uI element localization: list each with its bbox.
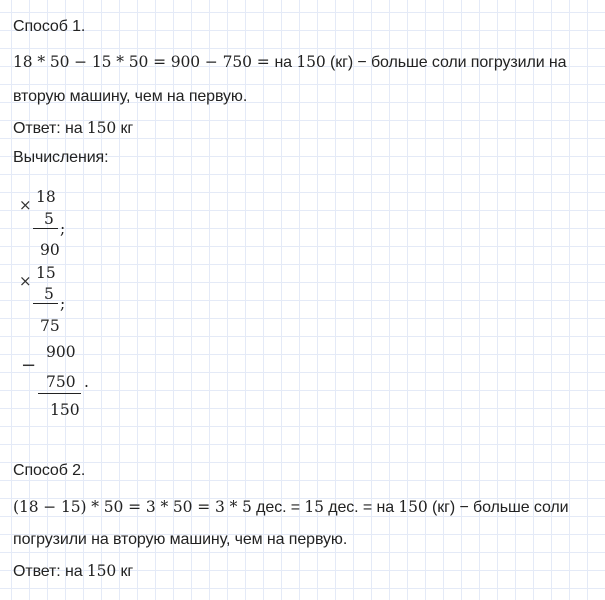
method2-line2-text: погрузили на вторую машину, чем на первую.	[13, 531, 348, 548]
method1-pre: на	[274, 54, 297, 71]
mult1-bottom: 5	[44, 210, 54, 228]
sub-divider	[38, 393, 81, 394]
sub-bottom: 750	[46, 373, 76, 391]
method2-solution-line1	[13, 497, 569, 518]
calculations-title	[13, 148, 108, 168]
method2-title	[13, 461, 85, 481]
multiply-icon: ×	[19, 196, 32, 214]
sub-result: 150	[50, 401, 80, 419]
sub-punct: .	[84, 373, 89, 391]
method1-answer	[13, 118, 133, 139]
answer-label: Ответ: на	[13, 563, 87, 580]
multiply-icon: ×	[19, 272, 32, 290]
method2-solution-line2	[13, 530, 347, 550]
mult2-bottom: 5	[44, 285, 54, 303]
method1-solution-line1	[13, 52, 566, 73]
method2-tens: 15	[304, 498, 324, 516]
answer-label: Ответ: на	[13, 120, 87, 137]
method2-answer	[13, 561, 133, 582]
mult2-top: 15	[36, 264, 56, 282]
sub-top: 900	[46, 343, 76, 361]
answer-unit: кг	[116, 563, 134, 580]
minus-icon: −	[21, 355, 37, 376]
method2-dec-1: дес. =	[251, 499, 305, 516]
mult1-top: 18	[36, 188, 56, 206]
method1-title	[13, 17, 85, 37]
answer-value: 150	[86, 562, 117, 580]
answer-unit: кг	[116, 120, 134, 137]
mult1-divider	[33, 228, 58, 229]
method2-result-value: 150	[398, 498, 428, 516]
method1-solution-line2	[13, 87, 247, 107]
calculations-title-text: Вычисления:	[13, 149, 109, 166]
method1-result-value: 150	[296, 53, 326, 71]
answer-value: 150	[86, 119, 117, 137]
method2-title-text: Способ 2.	[13, 462, 86, 479]
method2-explanation: (кг) − больше соли	[427, 499, 569, 516]
method1-explanation: (кг) − больше соли погрузили на	[325, 54, 567, 71]
mult2-divider	[33, 303, 58, 304]
mult2-result: 75	[40, 317, 60, 335]
method1-expression: 18 * 50 − 15 * 50 = 900 − 750 =	[13, 53, 275, 71]
mult1-punct: ;	[60, 220, 66, 238]
mult2-punct: ;	[60, 295, 66, 313]
mult1-result: 90	[40, 241, 60, 259]
method1-title-text: Способ 1.	[13, 18, 86, 35]
method2-dec-2: дес. = на	[323, 499, 399, 516]
method1-line2-text: вторую машину, чем на первую.	[13, 88, 248, 105]
method2-expression: (18 − 15) * 50 = 3 * 50 = 3 * 5	[13, 498, 252, 516]
